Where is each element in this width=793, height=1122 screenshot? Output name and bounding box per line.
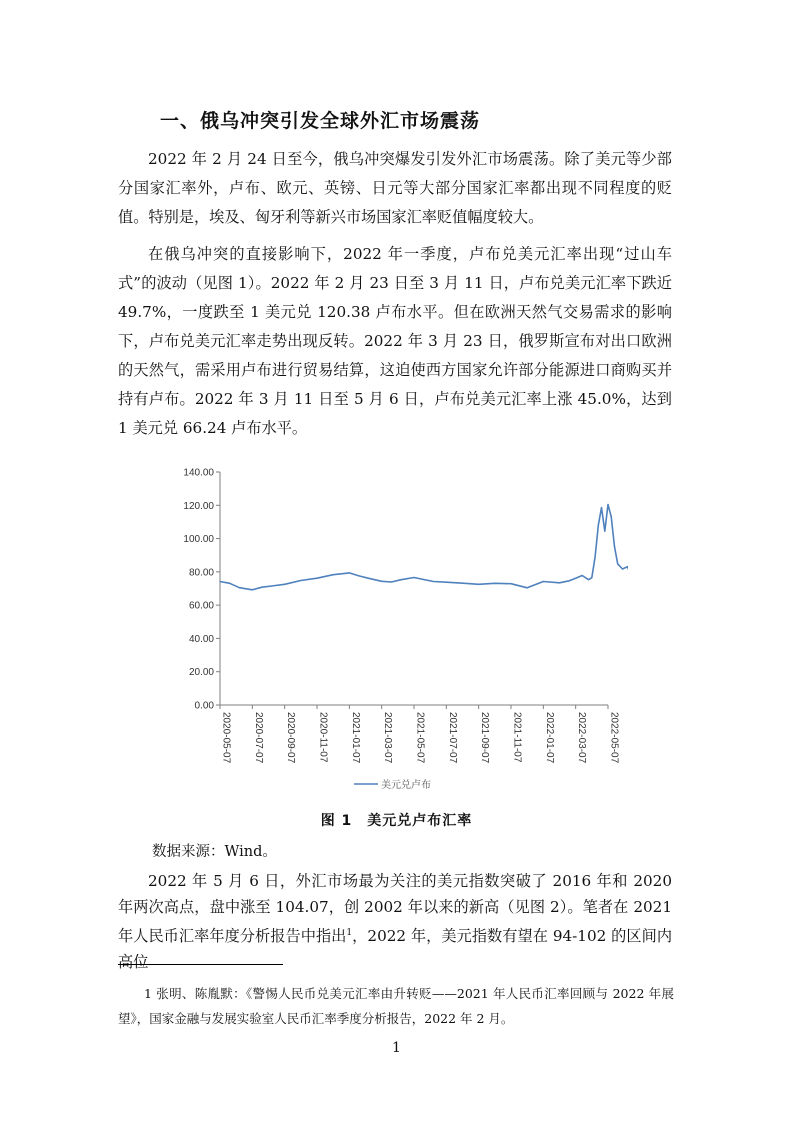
y-tick-label: 100.00 (183, 534, 214, 546)
footnote (118, 981, 674, 1031)
x-tick-label: 2021-11-07 (511, 712, 523, 763)
data-point (543, 581, 544, 582)
data-point (462, 583, 463, 584)
data-point (381, 581, 382, 582)
data-point (358, 575, 359, 576)
y-tick-label: 140.00 (183, 467, 214, 479)
x-tick-label: 2021-07-07 (446, 712, 458, 764)
data-point (614, 546, 615, 547)
data-point (284, 584, 285, 585)
x-tick-label: 2022-05-07 (608, 712, 620, 764)
paragraph-2: 在俄乌冲突的直接影响下，2022 年一季度，卢布兑美元汇率出现“过山车式”的波动（见图 1）。2022 年 2 月 23 日至 3 月 11 日，卢布兑美元汇率下跌近 49.7%，一度跌至 1 美元兑 120.38 卢布水平。但在欧洲天然气交易需求的影响下，卢布兑美元汇率走势出现反转。2022 年 3 月 23 日，俄罗斯宣布对出口欧洲的天然气，需采用卢布进行贸易结算，这迫使西方国家允许部分能源进口商购买并持有卢布。2022 年 3 月 11 日至 5 月 6 日，卢布兑美元汇率上涨 45.0%，达到 1 美元兑 66.24 卢布水平。 (118, 245, 672, 437)
data-point (400, 579, 401, 580)
y-tick-label: 0.00 (194, 700, 214, 712)
data-point (575, 578, 576, 579)
data-point (391, 581, 392, 582)
y-tick-label: 60.00 (188, 600, 214, 612)
series-line-usd-rub (220, 505, 628, 595)
data-point (598, 525, 599, 526)
footnote-ref[interactable]: 1 (346, 928, 353, 938)
paragraph-3 (118, 868, 672, 975)
data-point (569, 580, 570, 581)
x-tick-label: 2020-09-07 (285, 712, 297, 764)
data-point (423, 579, 424, 580)
x-tick-label: 2022-03-07 (576, 712, 588, 764)
data-point (617, 563, 618, 564)
footnote-number: 1 (144, 986, 152, 1001)
x-tick-label: 2020-11-07 (317, 712, 329, 763)
x-tick-label: 2021-01-07 (349, 712, 361, 764)
x-tick-label: 2020-05-07 (220, 712, 232, 764)
data-point (510, 583, 511, 584)
data-point (527, 587, 528, 588)
data-point (239, 587, 240, 588)
y-tick-label: 80.00 (188, 567, 214, 579)
data-point (588, 579, 589, 580)
paragraph-3-text: 2022 年 5 月 6 日，外汇市场最为关注的美元指数突破了 2016 年和 2020 年两次高点，盘中涨至 104.07，创 2002 年以来的新高（见图 2）。笔者在 2021 年人民币汇率年度分析报告中指出 (118, 872, 672, 946)
data-point (627, 566, 628, 567)
data-point (559, 582, 560, 583)
chart-svg (168, 462, 628, 802)
data-point (594, 556, 595, 557)
x-tick-label: 2022-01-07 (543, 712, 555, 764)
data-point (446, 582, 447, 583)
x-tick-label: 2021-05-07 (414, 712, 426, 764)
data-point (252, 589, 253, 590)
data-point (622, 568, 623, 569)
data-point (368, 578, 369, 579)
data-point (591, 577, 592, 578)
data-point (494, 583, 495, 584)
data-point (349, 572, 350, 573)
usd-rub-line-chart (168, 462, 628, 802)
data-point (582, 575, 583, 576)
paragraph-1: 2022 年 2 月 24 日至今，俄乌冲突爆发引发外汇市场震荡。除了美元等少部分国家汇率外，卢布、欧元、英镑、日元等大部分国家汇率都出现不同程度的贬值。特别是，埃及、匈牙利等新兴市场国家汇率贬值幅度较大。 (118, 150, 672, 226)
data-point (261, 587, 262, 588)
x-tick-label: 2021-03-07 (382, 712, 394, 764)
data-point (316, 578, 317, 579)
data-point (229, 583, 230, 584)
section-heading: 一、俄乌冲突引发全球外汇市场震荡 (160, 110, 481, 132)
data-point (413, 577, 414, 578)
footnote-text: 张明、陈胤默：《警惕人民币兑美元汇率由升转贬——2021 年人民币汇率回顾与 2022 年展望》，国家金融与发展实验室人民币汇率季度分析报告，2022 年 2 月。 (118, 986, 674, 1026)
legend-label: 美元兑卢布 (381, 780, 431, 791)
data-source: 数据来源：Wind。 (152, 844, 277, 860)
data-point (219, 581, 220, 582)
data-point (601, 507, 602, 508)
data-point (271, 585, 272, 586)
data-point (433, 581, 434, 582)
page-number: 1 (392, 1040, 401, 1056)
data-point (604, 530, 605, 531)
footnote-divider (118, 964, 283, 965)
data-point (300, 580, 301, 581)
data-point (607, 504, 608, 505)
paragraph-3-text-cont: ，2022 年，美元指数有望在 94-102 的区间内高位 (118, 927, 673, 972)
data-point (478, 584, 479, 585)
data-point (611, 516, 612, 517)
x-tick-label: 2020-07-07 (252, 712, 264, 764)
y-tick-label: 20.00 (188, 667, 214, 679)
y-tick-label: 40.00 (188, 633, 214, 645)
data-point (333, 574, 334, 575)
y-tick-label: 120.00 (183, 500, 214, 512)
figure-caption: 图 1 美元兑卢布汇率 (320, 813, 473, 829)
x-tick-label: 2021-09-07 (479, 712, 491, 764)
